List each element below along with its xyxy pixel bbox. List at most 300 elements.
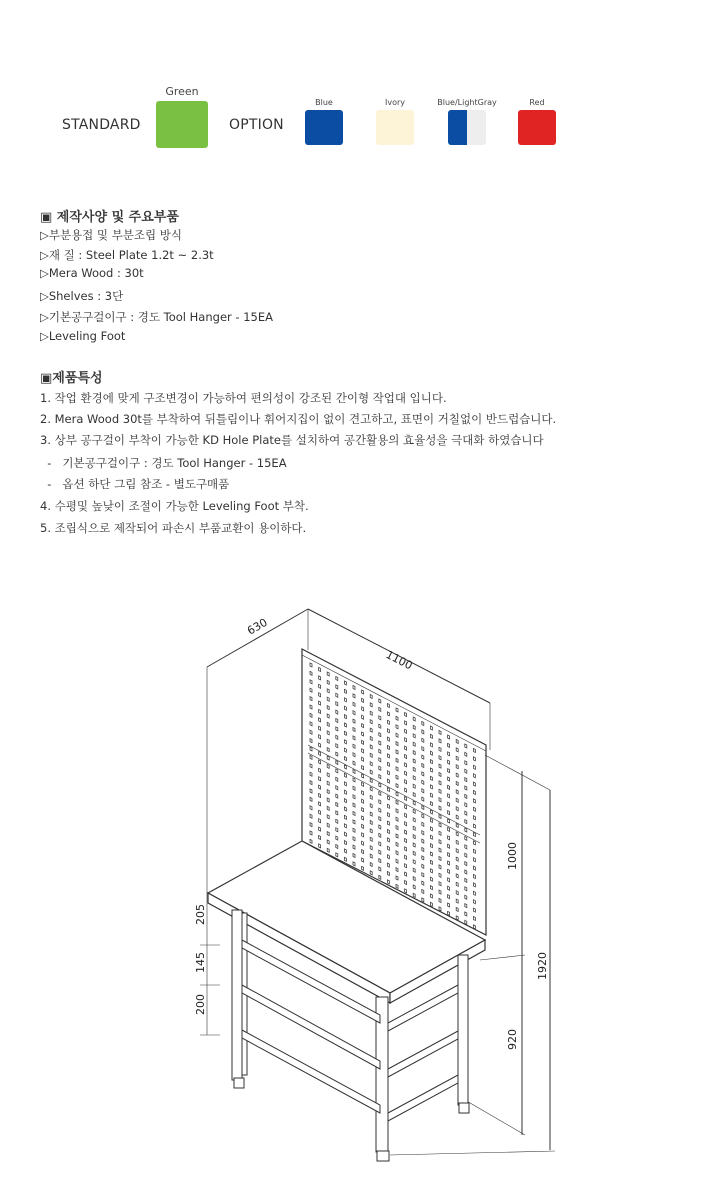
- board-hole: [473, 791, 475, 795]
- board-hole: [336, 845, 338, 849]
- board-hole: [362, 808, 364, 812]
- board-hole: [387, 771, 389, 775]
- board-hole: [465, 811, 467, 815]
- board-hole: [465, 887, 467, 891]
- board-hole: [396, 817, 398, 821]
- board-hole: [473, 925, 475, 929]
- board-hole: [387, 762, 389, 766]
- board-hole: [387, 720, 389, 724]
- board-hole: [310, 764, 312, 768]
- board-hole: [344, 832, 346, 836]
- board-hole: [310, 789, 312, 793]
- board-hole: [473, 816, 475, 820]
- board-hole: [353, 862, 355, 866]
- board-hole: [439, 798, 441, 802]
- board-hole: [448, 911, 450, 915]
- board-hole: [413, 751, 415, 755]
- board-hole: [344, 841, 346, 845]
- board-hole: [430, 835, 432, 839]
- board-hole: [310, 747, 312, 751]
- board-hole: [344, 748, 346, 752]
- board-hole: [405, 872, 407, 876]
- board-hole: [430, 869, 432, 873]
- board-hole: [396, 868, 398, 872]
- board-hole: [370, 804, 372, 808]
- board-hole: [413, 818, 415, 822]
- board-hole: [362, 774, 364, 778]
- board-hole: [353, 736, 355, 740]
- board-hole: [310, 713, 312, 717]
- board-hole: [327, 848, 329, 852]
- board-hole: [439, 739, 441, 743]
- board-hole: [310, 697, 312, 701]
- board-hole: [319, 752, 321, 756]
- board-hole: [413, 759, 415, 763]
- board-hole: [439, 907, 441, 911]
- board-hole: [422, 747, 424, 751]
- board-hole: [327, 832, 329, 836]
- board-hole: [422, 839, 424, 843]
- board-hole: [473, 858, 475, 862]
- board-hole: [422, 890, 424, 894]
- board-hole: [327, 781, 329, 785]
- board-hole: [396, 758, 398, 762]
- board-hole: [448, 844, 450, 848]
- standard-label: STANDARD: [62, 117, 141, 133]
- board-hole: [336, 811, 338, 815]
- board-hole: [344, 715, 346, 719]
- red-label: Red: [529, 98, 545, 107]
- board-hole: [422, 730, 424, 734]
- board-hole: [344, 765, 346, 769]
- board-hole: [310, 671, 312, 675]
- board-hole: [362, 749, 364, 753]
- board-hole: [430, 802, 432, 806]
- board-hole: [456, 899, 458, 903]
- board-hole: [327, 798, 329, 802]
- green-swatch[interactable]: [156, 101, 208, 148]
- board-hole: [387, 704, 389, 708]
- board-hole: [362, 766, 364, 770]
- board-hole: [353, 795, 355, 799]
- board-hole: [336, 777, 338, 781]
- board-hole: [327, 815, 329, 819]
- board-hole: [448, 802, 450, 806]
- board-hole: [319, 668, 321, 672]
- board-hole: [430, 886, 432, 890]
- board-hole: [362, 757, 364, 761]
- board-hole: [370, 703, 372, 707]
- board-hole: [413, 725, 415, 729]
- board-hole: [413, 784, 415, 788]
- board-hole: [379, 833, 381, 837]
- board-hole: [430, 894, 432, 898]
- board-hole: [327, 806, 329, 810]
- board-hole: [413, 868, 415, 872]
- board-hole: [430, 760, 432, 764]
- board-hole: [336, 677, 338, 681]
- board-hole: [387, 746, 389, 750]
- board-hole: [353, 786, 355, 790]
- board-hole: [327, 697, 329, 701]
- board-hole: [327, 714, 329, 718]
- board-hole: [387, 796, 389, 800]
- board-hole: [310, 831, 312, 835]
- board-hole: [319, 743, 321, 747]
- board-hole: [456, 756, 458, 760]
- board-hole: [327, 823, 329, 827]
- board-hole: [422, 772, 424, 776]
- board-hole: [319, 693, 321, 697]
- board-hole: [387, 863, 389, 867]
- board-hole: [448, 869, 450, 873]
- board-hole: [473, 908, 475, 912]
- board-hole: [456, 815, 458, 819]
- board-hole: [327, 672, 329, 676]
- board-hole: [379, 842, 381, 846]
- board-hole: [439, 865, 441, 869]
- board-hole: [405, 763, 407, 767]
- board-hole: [362, 707, 364, 711]
- board-hole: [396, 775, 398, 779]
- board-hole: [370, 821, 372, 825]
- board-hole: [448, 819, 450, 823]
- board-hole: [473, 757, 475, 761]
- board-hole: [456, 908, 458, 912]
- board-hole: [353, 761, 355, 765]
- board-hole: [465, 862, 467, 866]
- board-hole: [456, 832, 458, 836]
- board-hole: [465, 803, 467, 807]
- board-hole: [319, 768, 321, 772]
- board-hole: [319, 726, 321, 730]
- board-hole: [379, 775, 381, 779]
- board-hole: [353, 837, 355, 841]
- board-hole: [344, 782, 346, 786]
- board-hole: [413, 877, 415, 881]
- board-hole: [370, 837, 372, 841]
- board-hole: [336, 828, 338, 832]
- board-hole: [336, 685, 338, 689]
- board-hole: [379, 758, 381, 762]
- board-hole: [430, 768, 432, 772]
- board-hole: [413, 776, 415, 780]
- board-hole: [344, 815, 346, 819]
- board-hole: [379, 733, 381, 737]
- board-hole: [353, 778, 355, 782]
- board-hole: [405, 830, 407, 834]
- board-hole: [456, 765, 458, 769]
- board-hole: [310, 806, 312, 810]
- board-hole: [465, 904, 467, 908]
- dim-total-height: 1920: [536, 952, 549, 980]
- feature-item: - 옵션 하단 그림 참조 - 별도구매품: [40, 477, 230, 491]
- board-hole: [344, 723, 346, 727]
- board-hole: [379, 724, 381, 728]
- board-hole: [319, 785, 321, 789]
- board-hole: [370, 753, 372, 757]
- board-hole: [344, 731, 346, 735]
- board-hole: [405, 864, 407, 868]
- board-hole: [379, 783, 381, 787]
- board-hole: [344, 799, 346, 803]
- board-hole: [422, 856, 424, 860]
- board-hole: [473, 799, 475, 803]
- board-hole: [430, 827, 432, 831]
- board-hole: [473, 891, 475, 895]
- board-hole: [353, 686, 355, 690]
- board-hole: [370, 762, 372, 766]
- board-hole: [379, 808, 381, 812]
- board-hole: [439, 899, 441, 903]
- board-hole: [362, 740, 364, 744]
- board-hole: [344, 824, 346, 828]
- feature-item: - 기본공구걸이구 : 경도 Tool Hanger - 15EA: [40, 456, 287, 470]
- board-hole: [344, 757, 346, 761]
- board-hole: [413, 809, 415, 813]
- board-hole: [310, 739, 312, 743]
- board-hole: [456, 857, 458, 861]
- board-hole: [310, 722, 312, 726]
- board-hole: [405, 805, 407, 809]
- board-hole: [336, 693, 338, 697]
- board-hole: [430, 743, 432, 747]
- board-hole: [336, 744, 338, 748]
- feature-item: 5. 조립식으로 제작되어 파손시 부품교환이 용이하다.: [40, 521, 307, 535]
- ivory-swatch[interactable]: [376, 110, 414, 145]
- dim-table-height: 920: [506, 1029, 519, 1050]
- spec-item: ▷Shelves : 3단: [40, 289, 124, 303]
- board-hole: [344, 857, 346, 861]
- board-hole: [353, 820, 355, 824]
- board-hole: [405, 729, 407, 733]
- board-hole: [344, 849, 346, 853]
- board-hole: [387, 754, 389, 758]
- board-hole: [387, 838, 389, 842]
- board-hole: [465, 761, 467, 765]
- board-hole: [439, 789, 441, 793]
- board-hole: [353, 694, 355, 698]
- board-hole: [379, 741, 381, 745]
- red-swatch[interactable]: [518, 110, 556, 145]
- board-hole: [396, 767, 398, 771]
- board-hole: [465, 853, 467, 857]
- board-hole: [465, 794, 467, 798]
- blue-lightgray-swatch[interactable]: [448, 110, 486, 145]
- blue-label: Blue: [315, 98, 333, 107]
- board-hole: [448, 743, 450, 747]
- board-hole: [465, 920, 467, 924]
- board-hole: [473, 883, 475, 887]
- board-hole: [422, 814, 424, 818]
- board-hole: [448, 769, 450, 773]
- board-hole: [379, 699, 381, 703]
- board-hole: [439, 848, 441, 852]
- board-hole: [396, 742, 398, 746]
- board-hole: [405, 839, 407, 843]
- board-hole: [310, 814, 312, 818]
- board-hole: [336, 803, 338, 807]
- board-hole: [422, 873, 424, 877]
- spec-title: ▣ 제작사양 및 주요부품: [40, 210, 179, 225]
- board-hole: [430, 852, 432, 856]
- board-hole: [319, 676, 321, 680]
- board-hole: [405, 889, 407, 893]
- board-hole: [336, 752, 338, 756]
- board-hole: [362, 732, 364, 736]
- board-hole: [439, 747, 441, 751]
- board-hole: [439, 731, 441, 735]
- board-hole: [336, 702, 338, 706]
- board-hole: [422, 797, 424, 801]
- board-hole: [413, 826, 415, 830]
- board-hole: [422, 738, 424, 742]
- board-hole: [439, 857, 441, 861]
- board-hole: [439, 756, 441, 760]
- spec-item: ▷Leveling Foot: [40, 329, 126, 343]
- board-hole: [310, 823, 312, 827]
- board-hole: [362, 799, 364, 803]
- board-hole: [422, 848, 424, 852]
- board-hole: [413, 742, 415, 746]
- board-hole: [319, 710, 321, 714]
- board-hole: [422, 755, 424, 759]
- board-hole: [473, 765, 475, 769]
- board-hole: [327, 689, 329, 693]
- board-hole: [344, 681, 346, 685]
- board-hole: [310, 781, 312, 785]
- dim-board-height: 1000: [506, 842, 519, 870]
- board-hole: [370, 871, 372, 875]
- board-hole: [370, 779, 372, 783]
- board-hole: [405, 822, 407, 826]
- board-hole: [370, 863, 372, 867]
- board-hole: [473, 774, 475, 778]
- board-hole: [473, 782, 475, 786]
- board-hole: [319, 827, 321, 831]
- board-hole: [319, 777, 321, 781]
- board-hole: [413, 717, 415, 721]
- board-hole: [319, 760, 321, 764]
- board-hole: [465, 895, 467, 899]
- board-hole: [396, 784, 398, 788]
- board-hole: [319, 684, 321, 688]
- board-hole: [456, 782, 458, 786]
- board-hole: [465, 752, 467, 756]
- board-hole: [448, 752, 450, 756]
- board-hole: [456, 824, 458, 828]
- board-hole: [396, 876, 398, 880]
- spec-item: ▷부분용접 및 부분조립 방식: [40, 228, 183, 242]
- board-hole: [439, 815, 441, 819]
- option-label: OPTION: [229, 117, 284, 133]
- board-hole: [387, 737, 389, 741]
- dim-low-gap: 200: [194, 994, 207, 1015]
- board-hole: [456, 748, 458, 752]
- board-hole: [473, 841, 475, 845]
- board-hole: [336, 710, 338, 714]
- board-hole: [362, 690, 364, 694]
- board-hole: [387, 846, 389, 850]
- board-hole: [430, 902, 432, 906]
- board-hole: [310, 730, 312, 734]
- board-hole: [310, 839, 312, 843]
- board-hole: [405, 746, 407, 750]
- board-hole: [379, 867, 381, 871]
- board-hole: [387, 779, 389, 783]
- board-hole: [439, 781, 441, 785]
- board-hole: [448, 853, 450, 857]
- board-hole: [387, 712, 389, 716]
- green-label: Green: [165, 85, 199, 98]
- board-hole: [387, 855, 389, 859]
- board-hole: [439, 773, 441, 777]
- board-hole: [448, 886, 450, 890]
- board-hole: [379, 791, 381, 795]
- feature-item: 2. Mera Wood 30t를 부착하여 뒤틀림이나 휘어지집이 없이 견고하고, 표면이 거칠없이 반드럽습니다.: [40, 412, 557, 426]
- board-hole: [422, 881, 424, 885]
- board-hole: [439, 873, 441, 877]
- board-hole: [379, 875, 381, 879]
- board-hole: [327, 722, 329, 726]
- board-hole: [405, 881, 407, 885]
- board-hole: [413, 734, 415, 738]
- board-hole: [387, 788, 389, 792]
- board-hole: [405, 755, 407, 759]
- board-hole: [310, 680, 312, 684]
- board-hole: [396, 834, 398, 838]
- board-hole: [319, 802, 321, 806]
- board-hole: [344, 706, 346, 710]
- board-hole: [370, 829, 372, 833]
- board-hole: [353, 845, 355, 849]
- board-hole: [413, 893, 415, 897]
- board-hole: [473, 824, 475, 828]
- board-hole: [422, 789, 424, 793]
- board-hole: [413, 885, 415, 889]
- board-hole: [396, 842, 398, 846]
- board-hole: [413, 801, 415, 805]
- board-hole: [370, 846, 372, 850]
- board-hole: [353, 711, 355, 715]
- board-hole: [344, 689, 346, 693]
- board-hole: [396, 716, 398, 720]
- board-hole: [370, 711, 372, 715]
- board-hole: [396, 809, 398, 813]
- board-hole: [456, 790, 458, 794]
- board-hole: [422, 822, 424, 826]
- board-hole: [379, 859, 381, 863]
- board-hole: [448, 760, 450, 764]
- board-hole: [405, 713, 407, 717]
- board-hole: [456, 916, 458, 920]
- board-hole: [379, 825, 381, 829]
- board-hole: [448, 794, 450, 798]
- board-hole: [310, 663, 312, 667]
- board-hole: [327, 739, 329, 743]
- board-hole: [327, 680, 329, 684]
- board-hole: [430, 785, 432, 789]
- board-hole: [448, 895, 450, 899]
- feature-item: 1. 작업 환경에 맞게 구조변경이 가능하여 편의성이 강조된 간이형 작업대 입니다.: [40, 391, 447, 405]
- spec-item: ▷재 질 : Steel Plate 1.2t ~ 2.3t: [40, 248, 214, 262]
- board-hole: [439, 840, 441, 844]
- board-hole: [422, 780, 424, 784]
- blue-swatch[interactable]: [305, 110, 343, 145]
- board-hole: [319, 701, 321, 705]
- board-hole: [387, 804, 389, 808]
- board-hole: [336, 853, 338, 857]
